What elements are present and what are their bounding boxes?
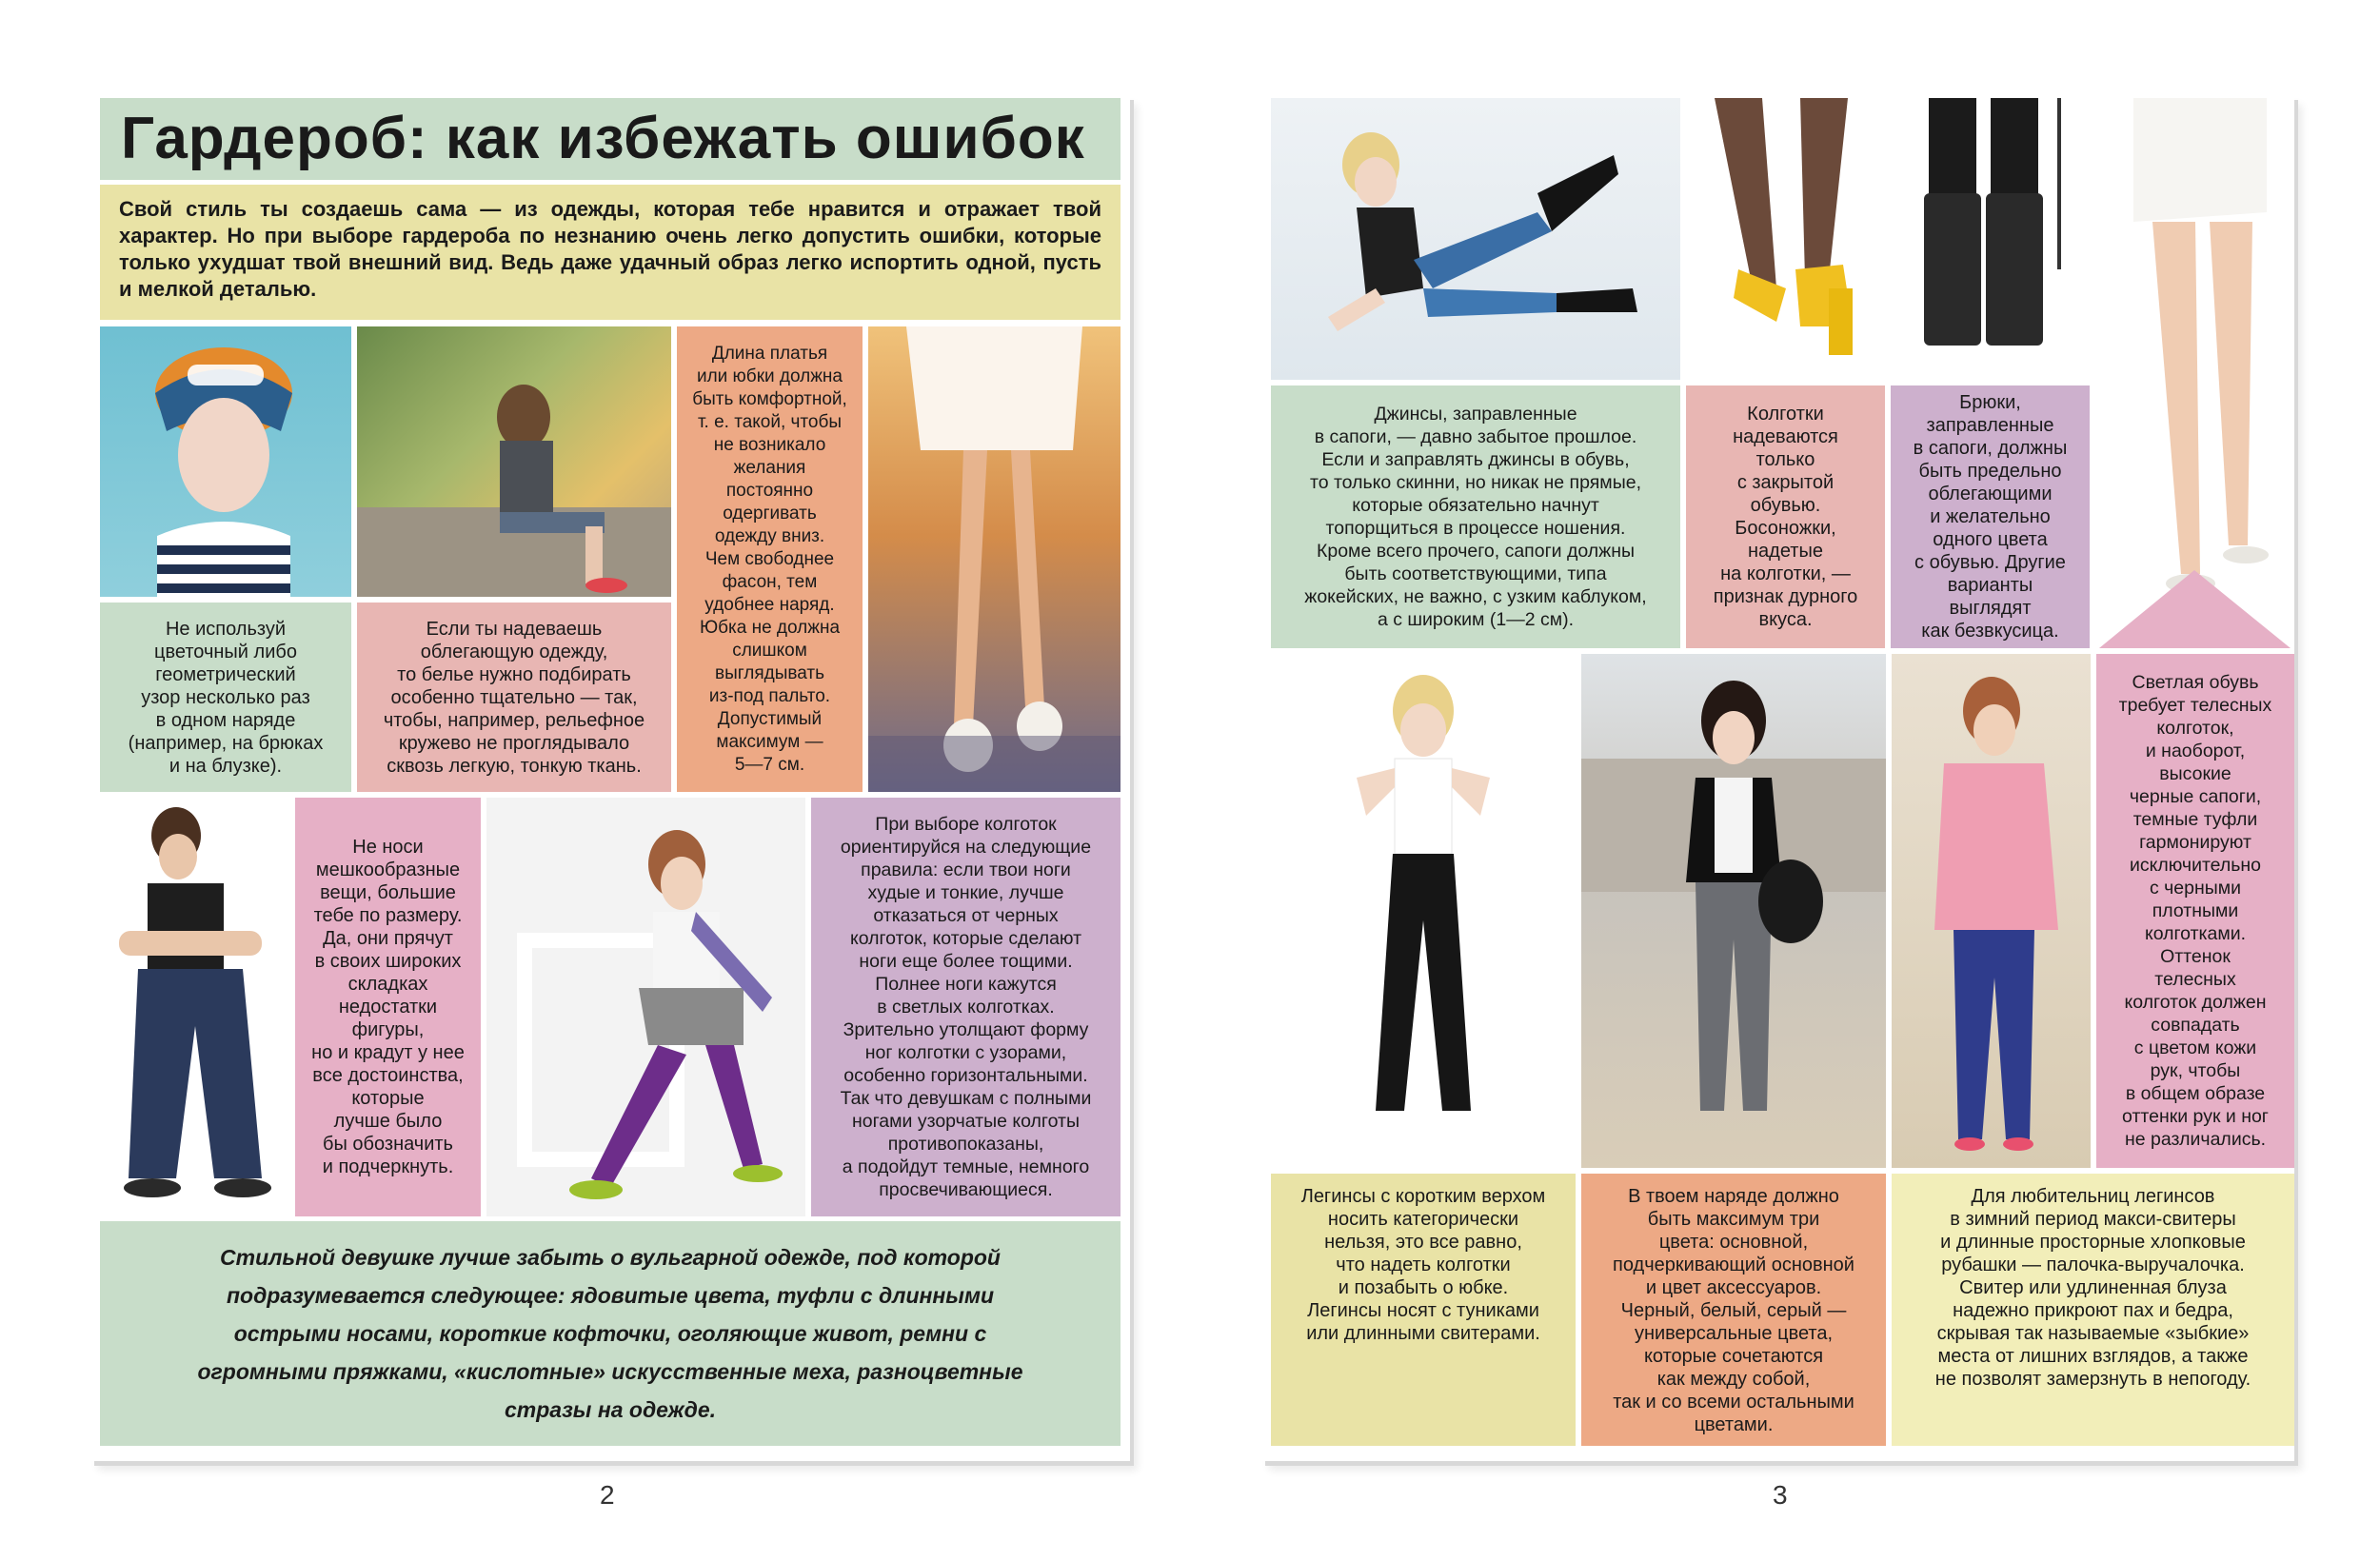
photo-trousers-in-boots — [1891, 98, 2090, 380]
photo-girl-sitting-street — [357, 326, 671, 597]
vulgar-clothes-note: Стильной девушке лучше забыть о вульгарной одежде, под которой подразумевается следующее: ядовитые цвета, туфли с длинными острыми носами, короткие кофточки, оголяющие живот, ремни с огромными пряжками, «кислотные» искусственные меха, разноцветные стразы на одежде. — [100, 1221, 1121, 1446]
tip-tights-choice: При выборе колготок ориентируйся на следующие правила: если твои ноги худые и тонкие, лучше отказаться от черных колготок, которые сделают ноги еще более тощими. Полнее ноги кажутся в светлых колготках. Зрительно утолщают форму ног колготки с узорами, особенно горизонтальными. Так что девушкам с полными ногами узорчатые колготы противопоказаны, а подойдут темные, немного просвечивающиеся. — [811, 798, 1121, 1216]
page-number-right: 3 — [1773, 1480, 1788, 1510]
arrow-up-pointer — [2095, 566, 2294, 648]
photo-purple-tights — [486, 798, 805, 1216]
tip-pattern: Не используй цветочный либо геометрический узор несколько раз в одном наряде (например, на брюках и на блузке). — [100, 603, 351, 792]
photo-pink-sweater — [1892, 654, 2091, 1168]
tip-leggings-short-top: Легинсы с коротким верхом носить категорически нельзя, это все равно, что надеть колготки и позабыть о юбке. Легинсы носят с туниками или длинными свитерами. — [1271, 1174, 1576, 1446]
photo-three-colors-outfit — [1581, 654, 1886, 1168]
tip-light-shoes: Светлая обувь требует телесных колготок, и наоборот, высокие черные сапоги, темные туфли гармонируют исключительно с черными плотными колготками. Оттенок телесных колготок должен совпадать с цветом кожи рук, чтобы в общем образе оттенки рук и ног не различались. — [2096, 654, 2294, 1168]
tip-jeans-in-boots: Джинсы, заправленные в сапоги, — давно забытое прошлое. Если и заправлять джинсы в обувь, то только скинни, но никак не прямые, которые обязательно начнут топорщиться в процессе ношения. Кроме всего прочего, сапоги должны быть соответствующими, типа жокейских, не важно, с узким каблуком, а с широким (1—2 см). — [1271, 385, 1680, 648]
tip-sweaters-leggings: Для любительниц легинсов в зимний период макси-свитеры и длинные просторные хлопковые рубашки — палочка-выручалочка. Свитер или удлиненная блуза надежно прикроют пах и бедра, скрывая так называемые «зыбкие» места от лишних взглядов, а также не позволят замерзнуть в непогоду. — [1892, 1174, 2294, 1446]
photo-baggy-clothes — [100, 798, 289, 1216]
tip-baggy: Не носи мешкообразные вещи, большие тебе по размеру. Да, они прячут в своих широких складках недостатки фигуры, но и крадут у нее все достоинства, которые лучше было бы обозначить и подчеркнуть. — [295, 798, 481, 1216]
intro-paragraph: Свой стиль ты создаешь сама — из одежды, которая тебе нравится и отражает твой характер. Но при выборе гардероба по незнанию очень легко допустить ошибки, которые только ухудшат твой внешний вид. Ведь даже удачный образ легко испортить одной, пусть и мелкой деталью. — [100, 185, 1121, 320]
tip-trousers-in-boots: Брюки, заправленные в сапоги, должны быть предельно облегающими и желательно одного цвета с обувью. Другие варианты выглядят как безвкусица. — [1891, 385, 2090, 648]
tip-underwear: Если ты надеваешь облегающую одежду, то белье нужно подбирать особенно тщательно — так, чтобы, например, рельефное кружево не проглядывало сквозь легкую, тонкую ткань. — [357, 603, 671, 792]
tip-tights-closed-shoes: Колготки надеваются только с закрытой обувью. Босоножки, надетые на колготки, — признак дурного вкуса. — [1686, 385, 1885, 648]
tip-three-colors: В твоем наряде должно быть максимум три цвета: основной, подчеркивающий основной и цвет аксессуаров. Черный, белый, серый — универсальные цвета, которые сочетаются как между собой, так и со всеми остальными цветами. — [1581, 1174, 1886, 1446]
page-number-left: 2 — [600, 1480, 615, 1510]
tip-dress-length: Длина платья или юбки должна быть комфортной, т. е. такой, чтобы не возникало желания постоянно одергивать одежду вниз. Чем свободнее фасон, тем удобнее наряд. Юбка не должна слишком выглядывать из-под пальто. Допустимый максимум — 5—7 см. — [677, 326, 863, 792]
photo-tights-sandals — [1686, 98, 1885, 380]
photo-leggings-blonde — [1271, 654, 1576, 1168]
photo-woman-headscarf — [100, 326, 351, 597]
page-title: Гардероб: как избежать ошибок — [100, 98, 1121, 180]
photo-jeans-in-boots — [1271, 98, 1680, 380]
photo-legs-white-dress — [868, 326, 1121, 792]
